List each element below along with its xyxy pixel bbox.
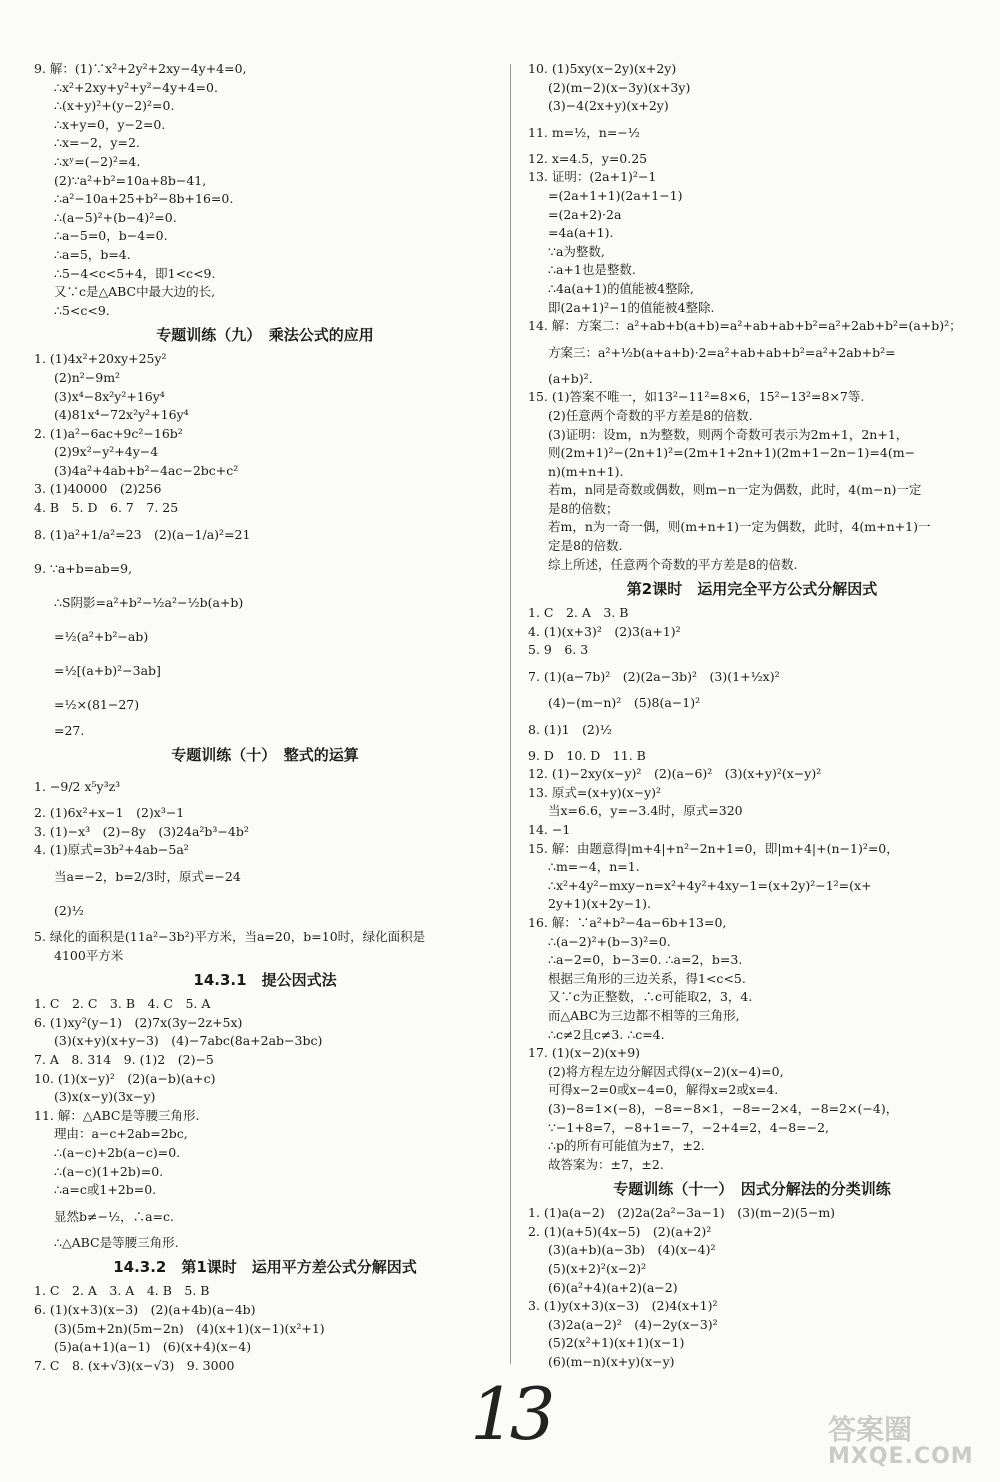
answer-line: (2)n²−9m² — [54, 369, 121, 385]
left-column — [34, 60, 496, 1375]
answer-line: (3)−8=1×(−8)，−8=−8×1，−8=−2×4，−8=2×(−4)， — [548, 1100, 899, 1116]
answer-line: 5. 9 6. 3 — [528, 642, 589, 658]
answer-line: 显然b≠−½，∴a=c. — [54, 1208, 174, 1224]
answer-line: (3)证明：设m，n为整数，则两个奇数可表示为2m+1，2n+1， — [548, 426, 909, 442]
answer-line: 7. C 8. (x+√3)(x−√3) 9. 3000 — [34, 1357, 235, 1373]
answer-line: 2. (1)a²−6ac+9c²−16b² — [34, 425, 183, 441]
section-heading: 第2课时 运用完全平方公式分解因式 — [626, 580, 878, 599]
answer-line: ∴(a−c)(1+2b)=0. — [54, 1163, 164, 1179]
answer-line: 11. 解：△ABC是等腰三角形. — [34, 1107, 200, 1123]
answer-line: (3)(a+b)(a−3b) (4)(x−4)² — [548, 1242, 716, 1258]
answer-line: ∴(x+y)²+(y−2)²=0. — [54, 98, 175, 114]
answer-line: 若m，n同是奇数或偶数，则m−n一定为偶数，此时，4(m−n)一定 — [548, 482, 922, 498]
answer-line: 13. 证明：(2a+1)²−1 — [528, 169, 657, 185]
answer-line: 可得x−2=0或x−4=0，解得x=2或x=4. — [548, 1082, 779, 1098]
answer-line: 定是8的倍数. — [548, 538, 623, 554]
watermark — [828, 1408, 988, 1472]
answer-line: ∴S阴影=a²+b²−½a²−½b(a+b) — [54, 594, 244, 610]
answer-line: ∴(a−5)²+(b−4)²=0. — [54, 209, 177, 225]
right-column — [528, 60, 976, 1372]
answer-line: ∴4a(a+1)的值能被4整除, — [548, 280, 694, 296]
answer-line: ∴c≠2且c≠3. ∴c=4. — [548, 1026, 665, 1042]
answer-line: 2. (1)6x²+x−1 (2)x³−1 — [34, 805, 185, 821]
watermark-logo: 答案圈 — [828, 1413, 913, 1446]
answer-line: 即(2a+1)²−1的值能被4整除. — [548, 299, 715, 315]
answer-line: (5)2(x²+1)(x+1)(x−1) — [548, 1335, 685, 1351]
answer-line: n)(m+n+1). — [548, 463, 624, 479]
answer-line: ∴a−5=0，b−4=0. — [54, 228, 168, 244]
answer-line: (3)4a²+4ab+b²−4ac−2bc+c² — [54, 462, 239, 478]
answer-line: 是8的倍数； — [548, 500, 619, 516]
answer-line: 10. (1)5xy(x−2y)(x+2y) — [528, 61, 677, 76]
answer-line: ∵−1+8=7，−8+1=−7，−2+4=2，4−8=−2, — [548, 1119, 830, 1135]
answer-line: 15. (1)答案不唯一，如13²−11²=8×6，15²−13²=8×7等. — [528, 389, 865, 405]
answer-line: =½(a²+b²−ab) — [54, 628, 149, 644]
answer-line: 2y+1)(x+2y−1). — [548, 896, 652, 912]
answer-line: ∴m=−4，n=1. — [548, 859, 640, 875]
answer-line: (4)81x⁴−72x²y²+16y⁴ — [54, 407, 189, 423]
answer-line: (2)任意两个奇数的平方差是8的倍数. — [548, 407, 753, 423]
answer-line: 2. (1)(a+5)(4x−5) (2)(a+2)² — [528, 1223, 712, 1239]
answer-line: ∴x=−2，y=2. — [54, 135, 140, 151]
answer-line: =4a(a+1). — [548, 225, 614, 241]
answer-line: (5)a(a+1)(a−1) (6)(x+4)(x−4) — [54, 1339, 252, 1355]
answer-line: 11. m=½，n=−½ — [528, 124, 640, 140]
answer-line: ∴5−4<c<5+4，即1<c<9. — [54, 265, 216, 281]
answer-line: 1. −9/2 x⁵y³z³ — [34, 779, 121, 795]
answer-line: 12. x=4.5，y=0.25 — [528, 150, 648, 166]
answer-line: ∴a=5，b=4. — [54, 246, 131, 262]
answer-line: ∴a−2=0，b−3=0. ∴a=2，b=3. — [548, 952, 743, 968]
answer-line: (3)x⁴−8x²y²+16y⁴ — [54, 388, 165, 404]
answer-line: 5. 绿化的面积是(11a²−3b²)平方米，当a=20，b=10时，绿化面积是 — [34, 929, 426, 945]
answer-line: 15. 解：由题意得|m+4|+n²−2n+1=0，即|m+4|+(n−1)²=0， — [528, 840, 899, 856]
answer-line: 12. (1)−2xy(x−y)² (2)(a−6)² (3)(x+y)²(x−y)² — [528, 766, 822, 782]
answer-line: (5)(x+2)²(x−2)² — [548, 1261, 647, 1277]
answer-line: (3)(x+y)(x+y−3) (4)−7abc(8a+2ab−3bc) — [54, 1033, 323, 1049]
answer-line: ∴a=c或1+2b=0. — [54, 1182, 157, 1198]
answer-line: (3)(5m+2n)(5m−2n) (4)(x+1)(x−1)(x²+1) — [54, 1320, 325, 1336]
answer-line: 17. (1)(x−2)(x+9) — [528, 1045, 641, 1061]
answer-line: (2)9x²−y²+4y−4 — [54, 444, 159, 460]
answer-line: 理由：a−c+2ab=2bc, — [54, 1126, 188, 1142]
answer-line: ∴xʸ=(−2)²=4. — [54, 153, 141, 169]
answer-line: (2)½ — [54, 903, 84, 919]
answer-line: 又∵c为正整数，∴c可能取2，3，4. — [548, 989, 753, 1005]
answer-line: 根据三角形的三边关系，得1<c<5. — [548, 970, 746, 986]
answer-line: (2)将方程左边分解因式得(x−2)(x−4)=0, — [548, 1063, 784, 1079]
answer-line: (4)−(m−n)² (5)8(a−1)² — [548, 695, 701, 711]
answer-line: 3. (1)y(x+3)(x−3) (2)4(x+1)² — [528, 1298, 718, 1314]
answer-line: 4. B 5. D 6. 7 7. 25 — [34, 500, 179, 516]
answer-line: (2)(m−2)(x−3y)(x+3y) — [548, 79, 691, 95]
answer-line: (3)−4(2x+y)(x+2y) — [548, 98, 669, 114]
answer-line: ∴(a−c)+2b(a−c)=0. — [54, 1144, 181, 1160]
answer-line: 4100平方米 — [54, 947, 124, 963]
answer-line: 当a=−2，b=2/3时，原式=−24 — [54, 869, 241, 885]
answer-line: 14. −1 — [528, 822, 571, 837]
answer-line: (3)2a(a−2)² (4)−2y(x−3)² — [548, 1316, 718, 1332]
answer-line: (2)∵a²+b²=10a+8b−41, — [54, 172, 207, 188]
answer-line: 当x=6.6，y=−3.4时，原式=320 — [548, 803, 743, 819]
section-heading: 专题训练（十一） 因式分解法的分类训练 — [613, 1180, 891, 1199]
answer-line: =27. — [54, 722, 85, 738]
answer-line: =(2a+2)·2a — [548, 206, 622, 222]
answer-line: 6. (1)xy²(y−1) (2)7x(3y−2z+5x) — [34, 1014, 243, 1030]
answer-line: =(2a+1+1)(2a+1−1) — [548, 187, 683, 203]
answer-line: 而△ABC为三边都不相等的三角形, — [548, 1007, 740, 1023]
answer-line: 若m，n为一奇一偶，则(m+n+1)一定为偶数，此时，4(m+n+1)一 — [548, 519, 931, 535]
answer-line: ∴a²−10a+25+b²−8b+16=0. — [54, 191, 234, 207]
answer-line: ∴x²+2xy+y²+y²−4y+4=0. — [54, 79, 218, 95]
section-heading: 14.3.1 提公因式法 — [193, 971, 337, 990]
answer-line: 16. 解：∵a²+b²−4a−6b+13=0, — [528, 914, 727, 930]
answer-line: 1. C 2. C 3. B 4. C 5. A — [34, 996, 211, 1012]
answer-line: 8. (1)1 (2)½ — [528, 721, 612, 737]
answer-line: 3. (1)40000 (2)256 — [34, 481, 162, 497]
answer-line: ∴p的所有可能值为±7，±2. — [548, 1138, 705, 1154]
answer-line: 又∵c是△ABC中最大边的长, — [54, 284, 216, 300]
answer-line: 1. C 2. A 3. B — [528, 605, 629, 621]
watermark-text: MXQE.COM — [828, 1444, 974, 1469]
answer-line: 3. (1)−x³ (2)−8y (3)24a²b³−4b² — [34, 823, 249, 839]
answer-line: 故答案为：±7，±2. — [548, 1156, 664, 1172]
answer-line: 则(2m+1)²−(2n+1)²=(2m+1+2n+1)(2m+1−2n−1)=4(m− — [548, 445, 916, 461]
answer-line: 6. (1)(x+3)(x−3) (2)(a+4b)(a−4b) — [34, 1301, 256, 1317]
answer-line: 4. (1)原式=3b²+4ab−5a² — [34, 842, 189, 858]
answer-line: ∴△ABC是等腰三角形. — [54, 1234, 179, 1250]
answer-line: 10. (1)(x−y)² (2)(a−b)(a+c) — [34, 1070, 216, 1086]
answer-line: (a+b)². — [548, 370, 593, 386]
answer-line: 9. 解：(1)∵x²+2y²+2xy−4y+4=0, — [34, 61, 247, 76]
answer-line: 7. (1)(a−7b)² (2)(2a−3b)² (3)(1+½x)² — [528, 669, 780, 685]
answer-line: 9. ∵a+b=ab=9, — [34, 560, 133, 576]
section-heading: 专题训练（九） 乘法公式的应用 — [156, 326, 374, 345]
answer-line: 1. (1)a(a−2) (2)2a(2a²−3a−1) (3)(m−2)(5−m) — [528, 1205, 836, 1221]
answer-line: 8. (1)a²+1/a²=23 (2)(a−1/a)²=21 — [34, 526, 251, 542]
answer-line: ∴5<c<9. — [54, 302, 110, 318]
handwritten-page-number: 13 — [470, 1372, 550, 1456]
answer-line: ∴(a−2)²+(b−3)²=0. — [548, 933, 671, 949]
answer-line: 4. (1)(x+3)² (2)3(a+1)² — [528, 623, 681, 639]
answer-line: 综上所述，任意两个奇数的平方差是8的倍数. — [548, 556, 798, 572]
answer-line: ∵a为整数, — [548, 243, 605, 259]
answer-line: 1. C 2. A 3. A 4. B 5. B — [34, 1283, 210, 1299]
answer-line: 9. D 10. D 11. B — [528, 747, 646, 763]
answer-line: ∴x+y=0，y−2=0. — [54, 116, 166, 132]
answer-line: =½[(a+b)²−3ab] — [54, 662, 161, 678]
answer-line: 14. 解：方案二：a²+ab+b(a+b)=a²+ab+ab+b²=a²+2ab+b²=(a+b)²； — [528, 318, 962, 334]
answer-line: 7. A 8. 314 9. (1)2 (2)−5 — [34, 1052, 214, 1067]
answer-line: 1. (1)4x²+20xy+25y² — [34, 351, 167, 367]
section-heading: 专题训练（十） 整式的运算 — [171, 746, 359, 765]
answer-line: ∴x²+4y²−mxy−n=x²+4y²+4xy−1=(x+2y)²−1²=(x+ — [548, 877, 872, 893]
answer-line: 方案三：a²+½b(a+a+b)·2=a²+ab+ab+b²=a²+2ab+b²= — [548, 344, 896, 360]
answer-line: (3)x(x−y)(3x−y) — [54, 1089, 156, 1105]
answer-line: 13. 原式=(x+y)(x−y)² — [528, 784, 662, 800]
answer-line: ∴a+1也是整数. — [548, 262, 636, 278]
answer-line: (6)(m−n)(x+y)(x−y) — [548, 1354, 675, 1370]
column-divider — [510, 64, 511, 1364]
answer-line: (6)(a²+4)(a+2)(a−2) — [548, 1279, 678, 1295]
answer-line: =½×(81−27) — [54, 696, 140, 712]
section-heading: 14.3.2 第1课时 运用平方差公式分解因式 — [113, 1258, 417, 1277]
